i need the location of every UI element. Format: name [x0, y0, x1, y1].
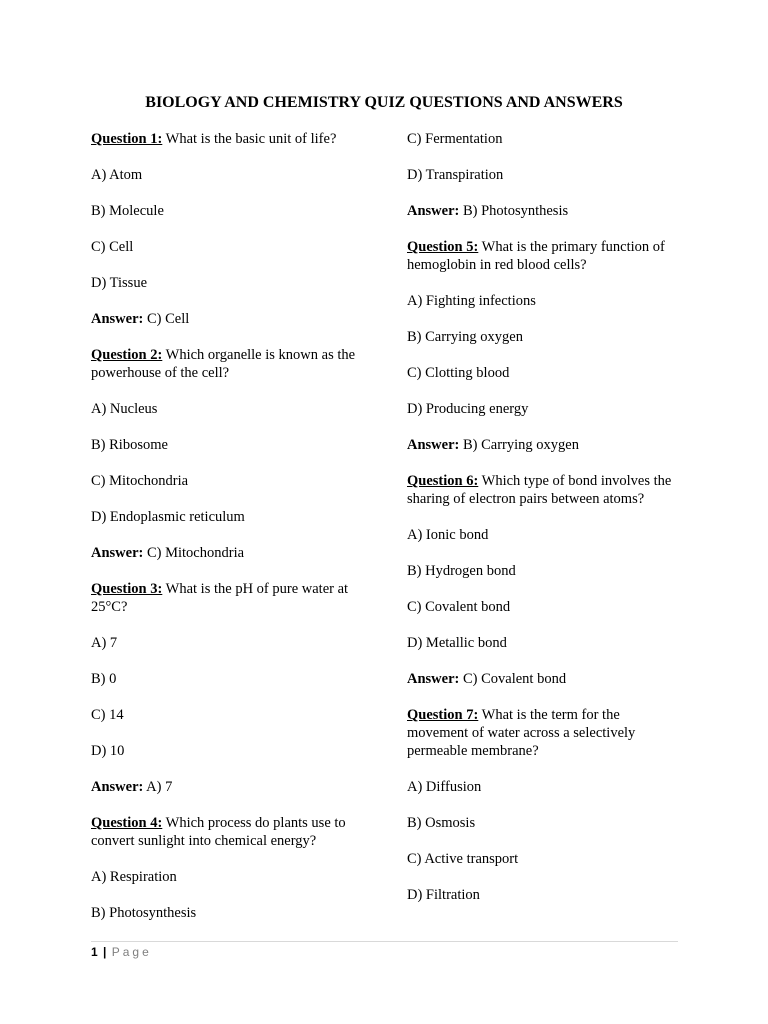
option-item: D) Producing energy	[407, 401, 529, 417]
option-item: B) Photosynthesis	[91, 905, 197, 921]
option-item: D) Endoplasmic reticulum	[91, 509, 245, 525]
answer-label: Answer:	[91, 545, 144, 561]
option-item: C) Fermentation	[407, 131, 503, 147]
option-item: D) Transpiration	[407, 167, 504, 183]
question-text: Which type of bond involves the sharing of electron pairs between atoms?	[407, 473, 675, 507]
question-text: What is the primary function of hemoglobin in red blood cells?	[407, 239, 669, 273]
question-text: What is the basic unit of life?	[162, 131, 337, 147]
answer-item	[407, 436, 679, 454]
option-item: A) Diffusion	[407, 779, 482, 795]
question-label: Question 3:	[91, 581, 163, 597]
option-item: D) Filtration	[407, 887, 480, 903]
option-item: A) 7	[91, 635, 118, 651]
option-item: D) Tissue	[91, 275, 148, 291]
right-column	[407, 130, 679, 922]
option-item: B) Ribosome	[91, 437, 168, 453]
option-item: C) Cell	[91, 239, 134, 255]
question-label: Question 6:	[407, 473, 479, 489]
document-title: BIOLOGY AND CHEMISTRY QUIZ QUESTIONS AND ANSWERS	[145, 94, 623, 111]
answer-item	[91, 544, 363, 562]
answer-label: Answer:	[91, 779, 144, 795]
option-item: C) Active transport	[407, 851, 519, 867]
answer-label: Answer:	[407, 671, 460, 687]
question-label: Question 1:	[91, 131, 163, 147]
question-label: Question 5:	[407, 239, 479, 255]
question-item	[407, 472, 679, 508]
question-item	[91, 130, 363, 148]
question-label: Question 2:	[91, 347, 163, 363]
answer-label: Answer:	[91, 311, 144, 327]
answer-item	[407, 670, 679, 688]
option-item: B) Hydrogen bond	[407, 563, 516, 579]
question-label: Question 7:	[407, 707, 479, 723]
answer-text: A) 7	[143, 779, 173, 795]
option-item: C) Covalent bond	[407, 599, 511, 615]
option-item: D) 10	[91, 743, 125, 759]
answer-text: B) Carrying oxygen	[459, 437, 579, 453]
answer-text: C) Covalent bond	[459, 671, 567, 687]
page-number: 1	[91, 945, 98, 959]
question-item	[91, 580, 363, 616]
question-item	[91, 814, 363, 850]
option-item: A) Ionic bond	[407, 527, 489, 543]
answer-item	[91, 310, 363, 328]
question-text: What is the pH of pure water at 25°C?	[91, 581, 352, 615]
option-item: A) Respiration	[91, 869, 177, 885]
footer-separator: |	[103, 945, 107, 959]
option-item: B) Carrying oxygen	[407, 329, 523, 345]
option-item: A) Nucleus	[91, 401, 158, 417]
question-label: Question 4:	[91, 815, 163, 831]
question-item	[407, 238, 679, 274]
option-item: B) 0	[91, 671, 117, 687]
option-item: D) Metallic bond	[407, 635, 507, 651]
answer-item	[407, 202, 679, 220]
option-item: C) Clotting blood	[407, 365, 510, 381]
option-item: B) Osmosis	[407, 815, 476, 831]
option-item: A) Fighting infections	[407, 293, 536, 309]
question-item	[407, 706, 679, 760]
question-text: Which process do plants use to convert sunlight into chemical energy?	[91, 815, 350, 849]
option-item: B) Molecule	[91, 203, 164, 219]
question-item	[91, 346, 363, 382]
question-text: Which organelle is known as the powerhouse of the cell?	[91, 347, 359, 381]
option-item: A) Atom	[91, 167, 143, 183]
page-label: Page	[111, 945, 152, 959]
answer-item	[91, 778, 363, 796]
question-text: What is the term for the movement of water across a selectively permeable membrane?	[407, 707, 639, 759]
option-item: C) Mitochondria	[91, 473, 189, 489]
answer-text: B) Photosynthesis	[459, 203, 569, 219]
answer-label: Answer:	[407, 437, 460, 453]
answer-text: C) Mitochondria	[143, 545, 245, 561]
left-column	[91, 130, 363, 940]
answer-text: C) Cell	[143, 311, 190, 327]
page-footer	[91, 941, 678, 960]
option-item: C) 14	[91, 707, 124, 723]
answer-label: Answer:	[407, 203, 460, 219]
